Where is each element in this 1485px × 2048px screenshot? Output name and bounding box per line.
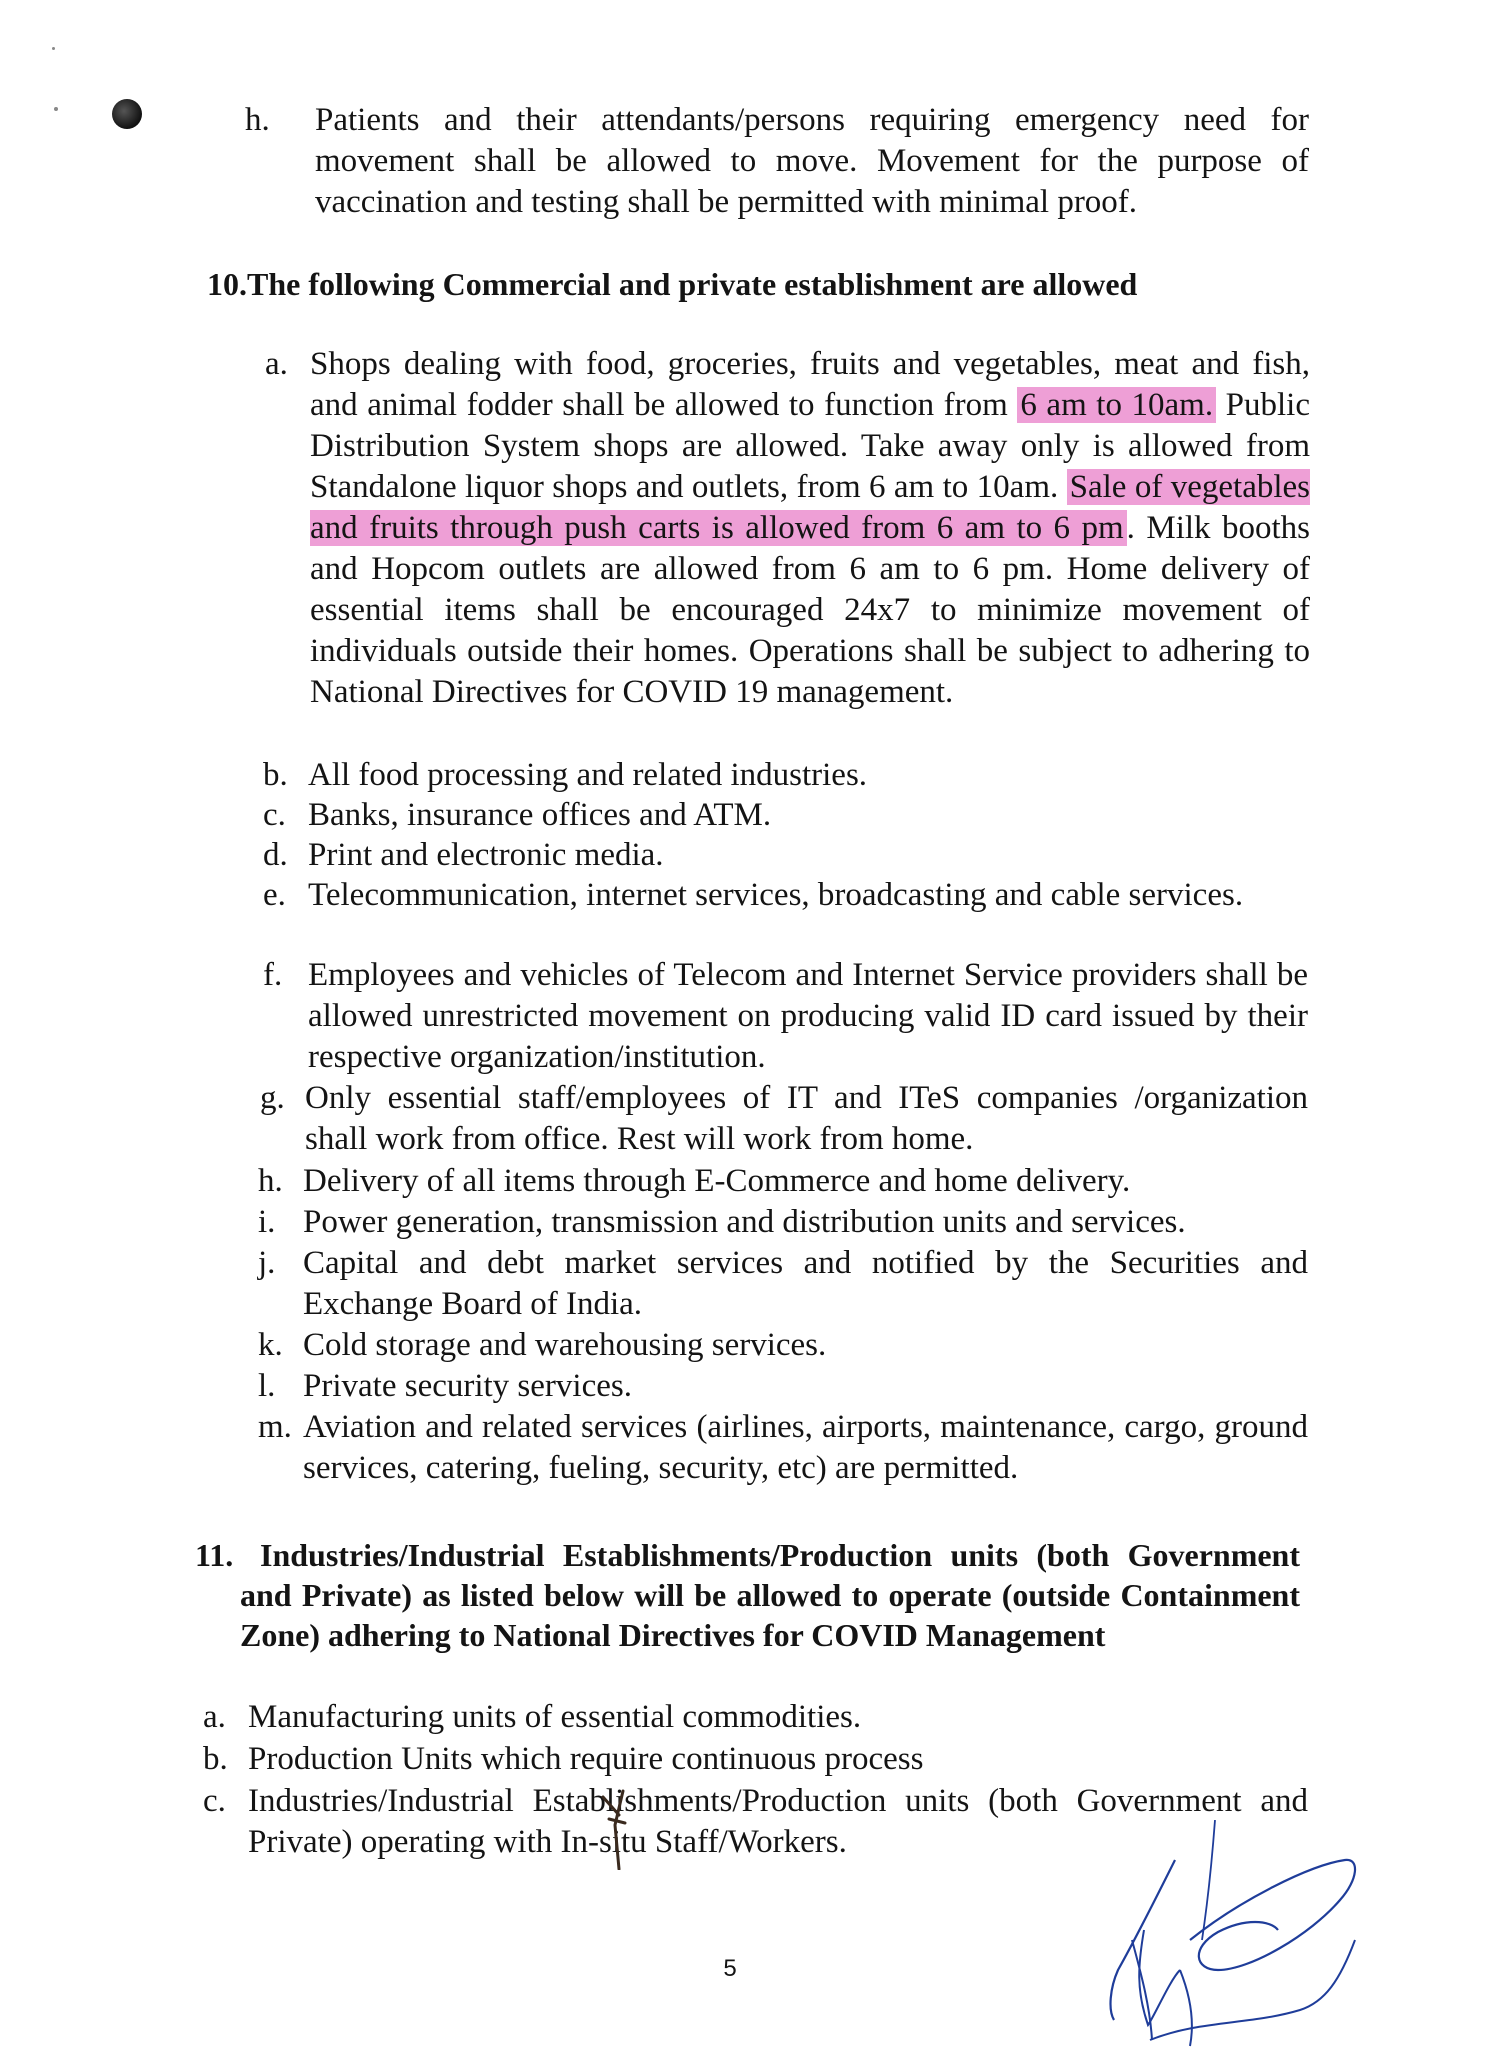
list-marker: e. xyxy=(263,877,286,913)
list-item-text: Production Units which require continuous process xyxy=(248,1741,924,1777)
highlighted-text: Sale of vegetables and fruits through push carts is allowed from 6 am to 6 pm xyxy=(310,469,1310,546)
scan-speck xyxy=(54,107,58,111)
list-item-text: Industries/Industrial Establishments/Production units (both Government and Private) operating with In-situ Staff/Workers. xyxy=(248,1783,1308,1860)
signature-image xyxy=(1040,1820,1370,2048)
list-marker: c. xyxy=(203,1783,226,1819)
list-item-text: Aviation and related services (airlines, airports, maintenance, cargo, ground services, catering, fueling, security, etc) are permitted. xyxy=(303,1409,1308,1486)
list-marker: g. xyxy=(260,1080,285,1116)
highlighted-text: 6 am to 10am. xyxy=(1017,387,1216,423)
list-item-text xyxy=(310,344,1310,713)
text-run: . Milk booths and Hopcom outlets are allowed from 6 am to 6 pm. Home delivery of essential items shall be encouraged 24x7 to minimize movement of individuals outside their homes. Operations shall be subject to adhering to National Directives for COVID 19 management. xyxy=(310,510,1310,710)
list-item-text: Private security services. xyxy=(303,1368,632,1404)
list-item-text: Only essential staff/employees of IT and ITeS companies /organization shall work from office. Rest will work from home. xyxy=(305,1080,1308,1157)
list-item-text: Employees and vehicles of Telecom and Internet Service providers shall be allowed unrestricted movement on producing valid ID card issued by their respective organization/institution. xyxy=(308,957,1308,1075)
list-marker: b. xyxy=(203,1741,228,1777)
list-item-text: Delivery of all items through E-Commerce and home delivery. xyxy=(303,1163,1131,1199)
punch-hole-mark xyxy=(112,99,142,129)
section-heading-text: Industries/Industrial Establishments/Production units (both Government and Private) as listed below will be allowed to operate (outside Containment Zone) adhering to National Directives for COVID Management xyxy=(240,1537,1300,1653)
list-marker: d. xyxy=(263,837,288,873)
section-number: 11. xyxy=(195,1537,234,1573)
list-item-text: Manufacturing units of essential commodities. xyxy=(248,1699,862,1735)
list-marker: f. xyxy=(263,957,283,993)
page-number: 5 xyxy=(723,1955,737,1982)
list-item-text: Telecommunication, internet services, broadcasting and cable services. xyxy=(308,877,1244,913)
list-item-text: Cold storage and warehousing services. xyxy=(303,1327,827,1363)
list-marker: c. xyxy=(263,797,286,833)
list-item-text: Capital and debt market services and notified by the Securities and Exchange Board of India. xyxy=(303,1245,1308,1322)
list-marker: h. xyxy=(245,102,270,138)
list-marker: a. xyxy=(265,346,288,382)
list-marker: a. xyxy=(203,1699,226,1735)
list-marker: j. xyxy=(258,1245,276,1281)
list-marker: k. xyxy=(258,1327,283,1363)
list-marker: b. xyxy=(263,757,288,793)
text-run: Shops dealing with food, groceries, fruits and vegetables, meat and fish, and animal fodder shall be allowed to function from xyxy=(310,346,1310,423)
list-marker: i. xyxy=(258,1204,276,1240)
list-item-text: Patients and their attendants/persons requiring emergency need for movement shall be allowed to move. Movement for the purpose of vaccination and testing shall be permitted with minimal proof. xyxy=(315,102,1309,220)
list-marker: m. xyxy=(258,1409,292,1445)
list-marker: l. xyxy=(258,1368,276,1404)
scan-speck xyxy=(52,47,55,50)
list-item-text: Banks, insurance offices and ATM. xyxy=(308,797,772,833)
list-item-text: Print and electronic media. xyxy=(308,837,664,873)
list-item-text: All food processing and related industries. xyxy=(308,757,868,793)
list-item-text: Power generation, transmission and distribution units and services. xyxy=(303,1204,1186,1240)
text-run: Public Distribution System shops are allowed. Take away only is allowed from Standalone liquor shops and outlets, from 6 am to 10am. xyxy=(310,387,1310,505)
section-10-heading: 10.The following Commercial and private establishment are allowed xyxy=(207,266,1138,302)
ink-mark xyxy=(595,1785,635,1870)
list-marker: h. xyxy=(258,1163,283,1199)
